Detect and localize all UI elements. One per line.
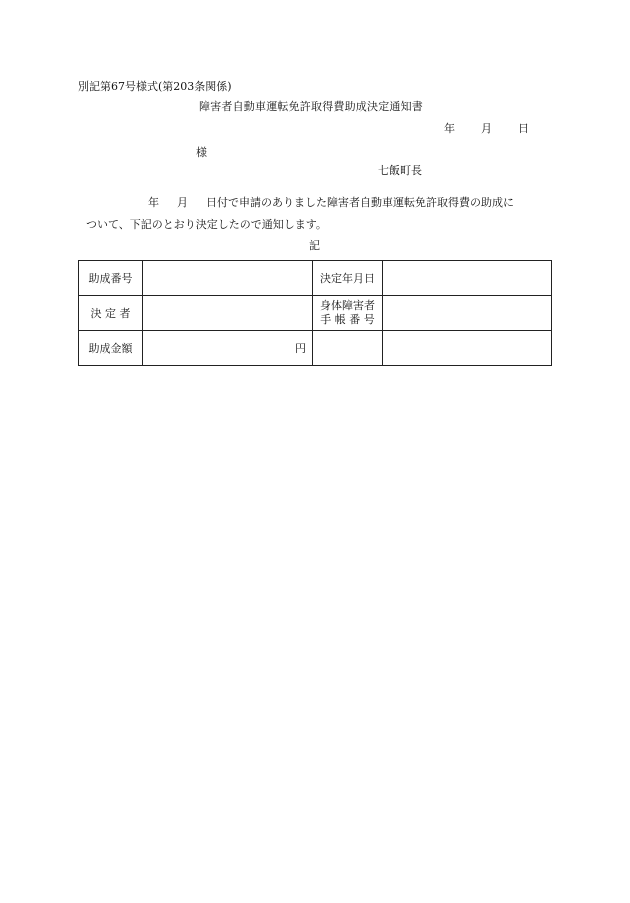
- body-month-label: 月: [177, 196, 188, 209]
- disability-cert-label: [313, 296, 383, 331]
- body-line-1: [148, 196, 514, 210]
- subsidy-number-label: 助成番号: [79, 261, 143, 296]
- decider-value: [143, 296, 313, 331]
- body-year-label: 年: [148, 196, 159, 209]
- disability-cert-value: [383, 296, 552, 331]
- empty-cell: [313, 331, 383, 366]
- decider-label: 決 定 者: [79, 296, 143, 331]
- table-row: [79, 331, 552, 366]
- date-header: [444, 122, 529, 136]
- date-month-label: 月: [481, 122, 492, 135]
- decision-date-value: [383, 261, 552, 296]
- subsidy-amount-value: [143, 331, 313, 366]
- document-title: 障害者自動車運転免許取得費助成決定通知書: [199, 100, 423, 113]
- date-year-label: 年: [444, 122, 455, 135]
- subsidy-amount-label: 助成金額: [79, 331, 143, 366]
- ki-heading: 記: [309, 239, 320, 252]
- addressee-suffix: 様: [196, 146, 207, 159]
- disability-cert-label-line2: 手 帳 番 号: [320, 313, 375, 326]
- body-text-1: 日付で申請のありました障害者自動車運転免許取得費の助成に: [206, 196, 514, 209]
- yen-unit: 円: [295, 342, 306, 355]
- form-reference: 別記第67号様式(第203条関係): [78, 80, 232, 93]
- empty-cell: [383, 331, 552, 366]
- subsidy-number-value: [143, 261, 313, 296]
- table-row: [79, 296, 552, 331]
- issuer-name: 七飯町長: [378, 164, 422, 177]
- disability-cert-label-line1: 身体障害者: [320, 299, 375, 312]
- body-line-2: ついて、下記のとおり決定したので通知します。: [86, 218, 327, 231]
- decision-date-label: 決定年月日: [313, 261, 383, 296]
- detail-table: [78, 260, 552, 366]
- table-row: [79, 261, 552, 296]
- date-day-label: 日: [518, 122, 529, 135]
